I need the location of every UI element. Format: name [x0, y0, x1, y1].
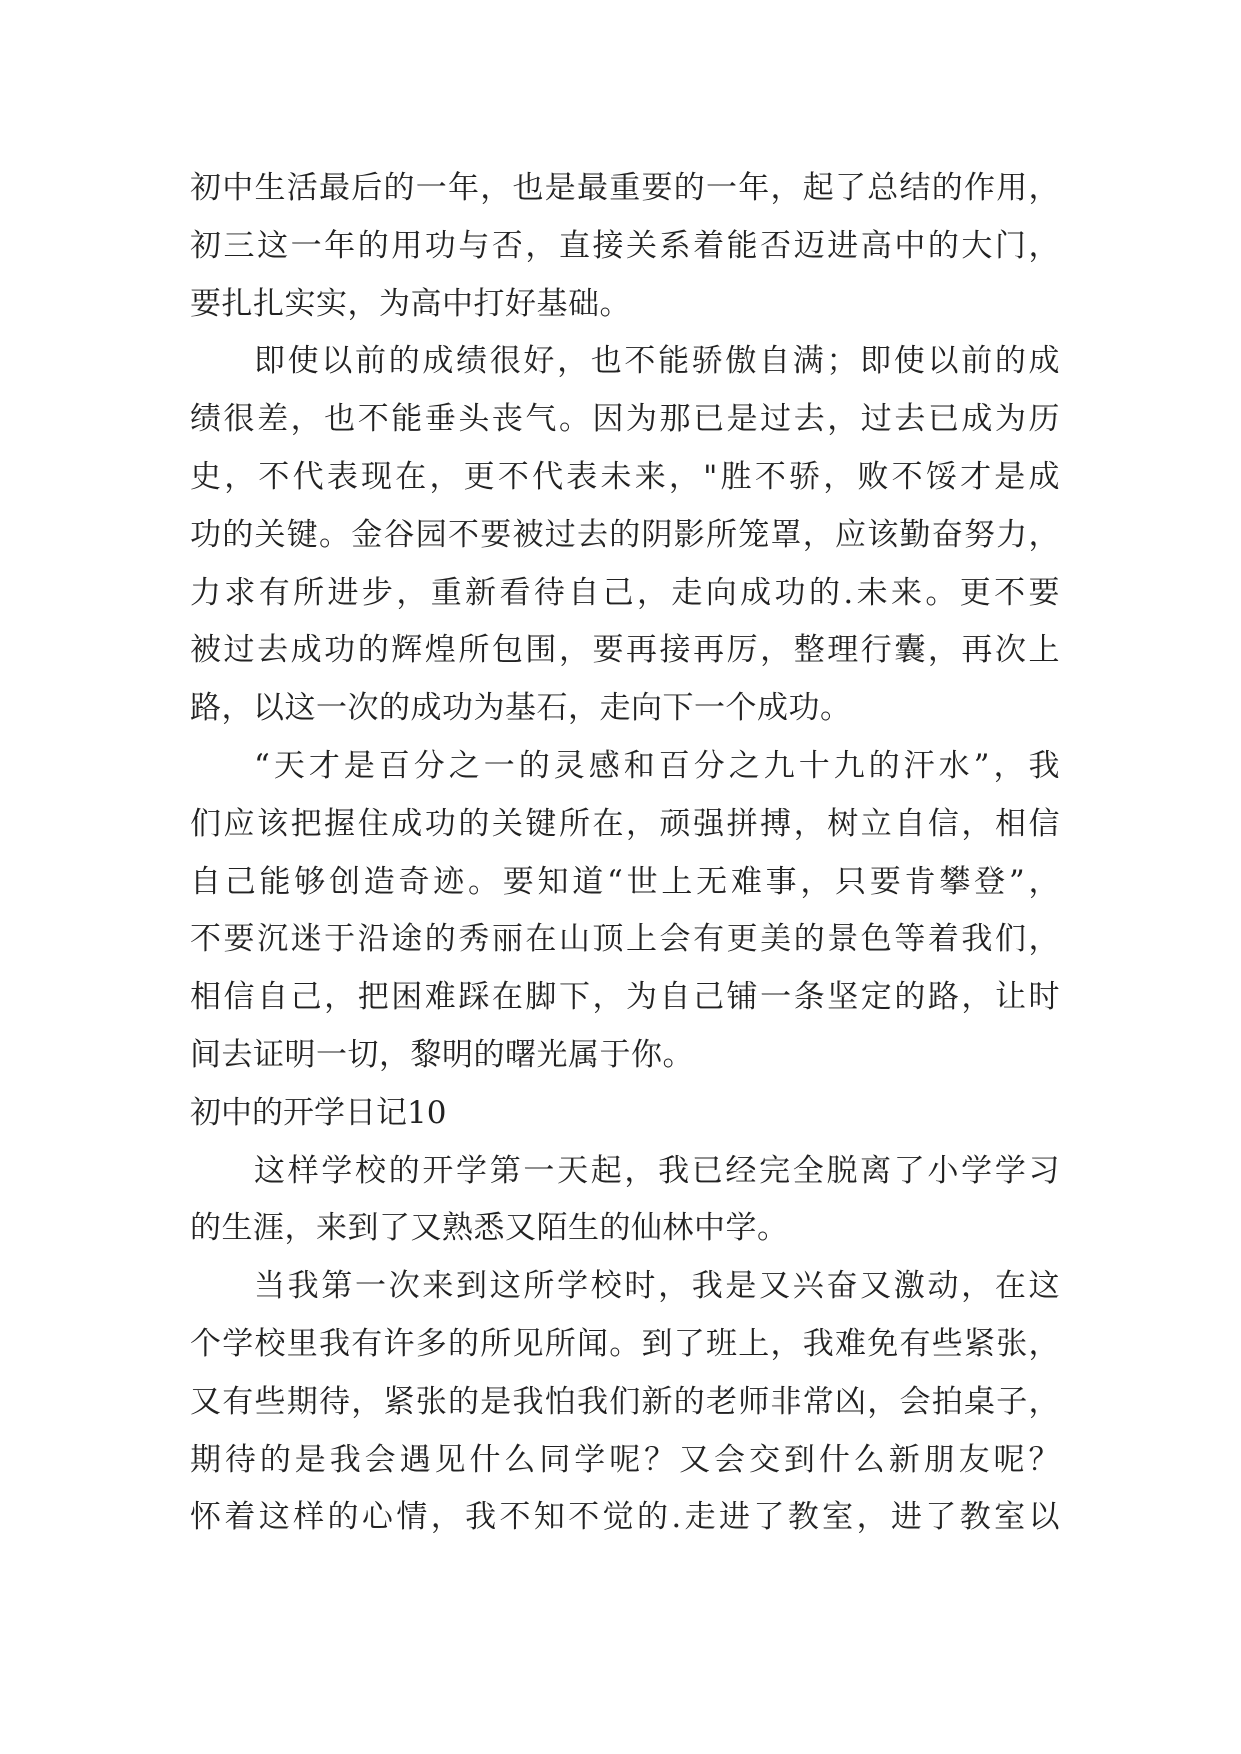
document-body: [190, 160, 1060, 1547]
text-line: 初三这一年的用功与否，直接关系着能否迈进高中的大门，: [190, 227, 1060, 264]
text-line: 初中生活最后的一年，也是最重要的一年，起了总结的作用，: [190, 170, 1060, 206]
text-line: 要扎扎实实，为高中打好基础。: [190, 285, 631, 322]
text-line: 间去证明一切，黎明的曙光属于你。: [190, 1036, 694, 1073]
text-line: 又有些期待，紧张的是我怕我们新的老师非常凶，会拍桌子，: [190, 1383, 1060, 1420]
text-line: 被过去成功的辉煌所包围，要再接再厉，整理行囊，再次上: [190, 632, 1060, 669]
text-line: 不要沉迷于沿途的秀丽在山顶上会有更美的景色等着我们，: [190, 921, 1060, 958]
text-line: 绩很差，也不能垂头丧气。因为那已是过去，过去已成为历: [190, 401, 1060, 438]
text-line: 史，不代表现在，更不代表未来，"胜不骄，败不馁才是成: [190, 458, 1060, 495]
text-line: 期待的是我会遇见什么同学呢？又会交到什么新朋友呢？: [190, 1441, 1060, 1478]
paragraph-start-line: 当我第一次来到这所学校时，我是又兴奋又激动，在这: [254, 1268, 1060, 1305]
section-heading: 初中的开学日记10: [190, 1094, 447, 1131]
text-line: 相信自己，把困难踩在脚下，为自己铺一条坚定的路，让时: [190, 979, 1060, 1016]
paragraph-start-line: 这样学校的开学第一天起，我已经完全脱离了小学学习: [254, 1152, 1060, 1189]
paragraph-start-line: 即使以前的成绩很好，也不能骄傲自满；即使以前的成: [254, 343, 1060, 380]
text-line: 个学校里我有许多的所见所闻。到了班上，我难免有些紧张，: [190, 1325, 1060, 1362]
text-line: 力求有所进步，重新看待自己，走向成功的.未来。更不要: [190, 574, 1060, 611]
text-line: 功的关键。金谷园不要被过去的阴影所笼罩，应该勤奋努力，: [190, 516, 1060, 553]
paragraph-start-line: “天才是百分之一的灵感和百分之九十九的汗水”，我: [254, 747, 1060, 784]
text-line: 自己能够创造奇迹。要知道“世上无难事，只要肯攀登”，: [190, 863, 1060, 900]
text-line: 路，以这一次的成功为基石，走向下一个成功。: [190, 690, 852, 727]
text-line: 们应该把握住成功的关键所在，顽强拼搏，树立自信，相信: [190, 805, 1060, 842]
text-line: 的生涯，来到了又熟悉又陌生的仙林中学。: [190, 1210, 789, 1247]
text-line: 怀着这样的心情，我不知不觉的.走进了教室，进了教室以: [190, 1499, 1060, 1536]
